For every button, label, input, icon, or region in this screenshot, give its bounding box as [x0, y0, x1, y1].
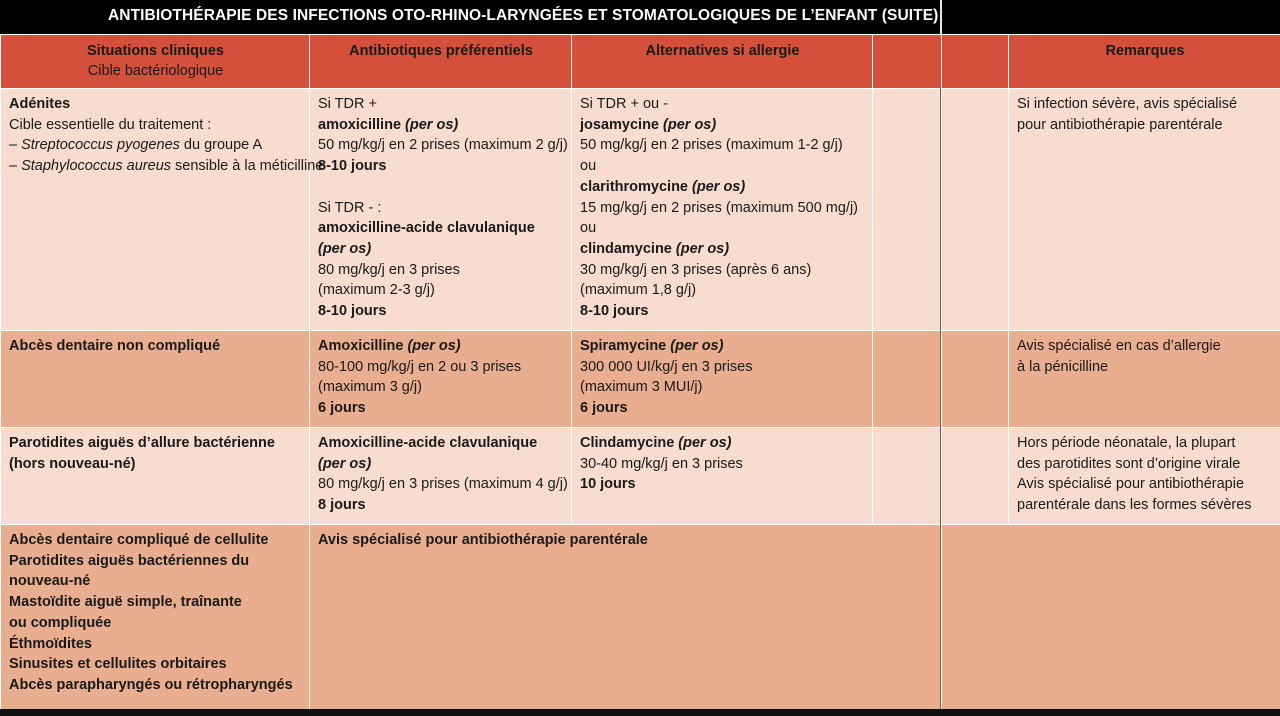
bottom-bar [0, 709, 1280, 716]
empty-cell [873, 89, 942, 331]
empty-cell [942, 89, 1009, 331]
remarks-cell: Avis spécialisé en cas d’allergie à la pénicilline [1009, 331, 1280, 428]
header-situations: Situations cliniques Cible bactériologique [1, 35, 310, 89]
alternatives-cell: Si TDR + ou - josamycine (per os) 50 mg/kg/j en 2 prises (maximum 1-2 g/j) ou clarithromycine (per os) 15 mg/kg/j en 2 prises (maximum 500 mg/j) ou clindamycine (per os) 30 mg/kg/j en 3 prises (après 6 ans) (maximum 1,8 g/j) 8-10 jours [572, 89, 873, 331]
empty-cell [873, 428, 942, 525]
header-empty-2 [942, 35, 1009, 89]
table-row [1, 428, 1280, 525]
alternatives-cell: Spiramycine (per os) 300 000 UI/kg/j en 3 prises (maximum 3 MUI/j) 6 jours [572, 331, 873, 428]
antibiotic-table [0, 34, 1280, 711]
empty-cell [873, 331, 942, 428]
table-title: ANTIBIOTHÉRAPIE DES INFECTIONS OTO-RHINO-LARYNGÉES ET STOMATOLOGIQUES DE L’ENFANT (SUITE) [108, 7, 939, 24]
table-row [1, 331, 1280, 428]
alternatives-cell: Clindamycine (per os) 30-40 mg/kg/j en 3 prises 10 jours [572, 428, 873, 525]
header-preferentiels: Antibiotiques préférentiels [310, 35, 572, 89]
header-remarques: Remarques [1009, 35, 1280, 89]
title-bar [0, 0, 1280, 34]
column-divider [940, 88, 941, 716]
remarks-cell: Si infection sévère, avis spécialisé pour antibiothérapie parentérale [1009, 89, 1280, 331]
header-situations-sub: Cible bactériologique [87, 63, 224, 79]
remarks-cell: Hors période néonatale, la plupart des parotidites sont d’origine virale Avis spécialisé pour antibiothérapie parentérale dans les formes sévères [1009, 428, 1280, 525]
preferred-antibiotics-cell: Si TDR + amoxicilline (per os) 50 mg/kg/j en 2 prises (maximum 2 g/j) 8-10 jours Si TDR - : amoxicilline-acide clavulanique (per os) 80 mg/kg/j en 3 prises (maximum 2-3 g/j) 8-10 jours [310, 89, 572, 331]
situation-cell: Adénites Cible essentielle du traitement : – Streptococcus pyogenes du groupe A – Staphylococcus aureus sensible à la méticilline [1, 89, 310, 331]
preferred-antibiotics-cell: Amoxicilline-acide clavulanique (per os) 80 mg/kg/j en 3 prises (maximum 4 g/j) 8 jours [310, 428, 572, 525]
empty-cell [942, 428, 1009, 525]
merged-cell: Avis spécialisé pour antibiothérapie parentérale [310, 525, 942, 711]
situation-cell: Parotidites aiguës d’allure bactérienne (hors nouveau-né) [1, 428, 310, 525]
header-row [1, 35, 1280, 89]
header-empty-1 [873, 35, 942, 89]
header-alternatives: Alternatives si allergie [572, 35, 873, 89]
preferred-antibiotics-cell: Amoxicilline (per os) 80-100 mg/kg/j en 2 ou 3 prises (maximum 3 g/j) 6 jours [310, 331, 572, 428]
table-row [1, 89, 1280, 331]
empty-cell [942, 525, 1280, 711]
title-separator [940, 0, 942, 34]
table-row [1, 525, 1280, 711]
situation-cell: Abcès dentaire compliqué de cellulite Parotidites aiguës bactériennes du nouveau-né Mastoïdite aiguë simple, traînante ou compliquée Éthmoïdites Sinusites et cellulites orbitaires Abcès parapharyngés ou rétropharyngés [1, 525, 310, 711]
situation-cell: Abcès dentaire non compliqué [1, 331, 310, 428]
empty-cell [942, 331, 1009, 428]
